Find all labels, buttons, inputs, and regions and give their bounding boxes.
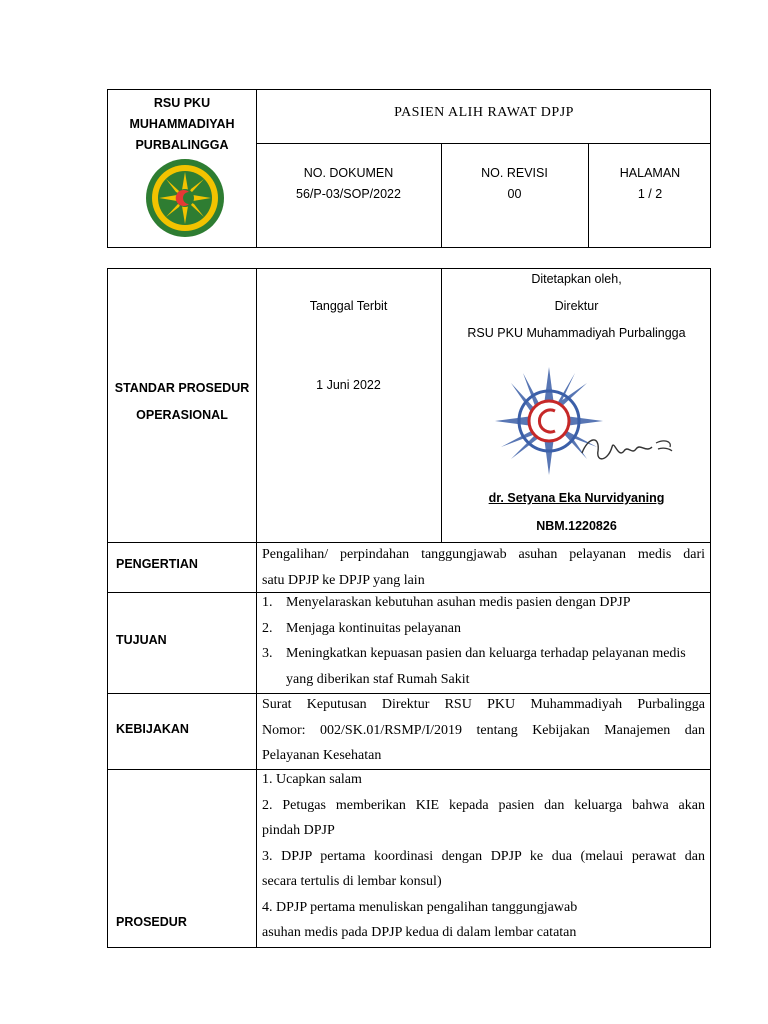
organization-name: RSU PKU MUHAMMADIYAH PURBALINGGA xyxy=(129,96,235,152)
sop-label: STANDAR PROSEDUR OPERASIONAL xyxy=(114,381,250,422)
list-item: 1. Menyelaraskan kebutuhan asuhan medis pasien dengan DPJP xyxy=(262,595,631,610)
pengertian-label: PENGERTIAN xyxy=(116,557,198,571)
prosedur-label: PROSEDUR xyxy=(116,915,187,929)
kebijakan-text: Surat Keputusan Direktur RSU PKU Muhammadiyah Purbalingga Nomor: 002/SK.01/RSMP/I/2019 tentang Kebijakan Manajemen dan Pelayanan Kesehatan xyxy=(262,697,705,763)
document-header-table xyxy=(107,89,711,248)
list-item: 3. DPJP pertama koordinasi dengan DPJP ke dua (melaui perawat dan xyxy=(262,848,705,864)
kebijakan-label: KEBIJAKAN xyxy=(116,722,189,736)
list-item: 2. Petugas memberikan KIE kepada pasien dan keluarga bahwa akan xyxy=(262,797,705,813)
issue-date-label: Tanggal Terbit xyxy=(309,299,388,313)
document-title: PASIEN ALIH RAWAT DPJP xyxy=(394,105,574,120)
page-number: HALAMAN 1 / 2 xyxy=(619,166,681,201)
tujuan-label: TUJUAN xyxy=(116,633,167,647)
list-item: 4. DPJP pertama menuliskan pengalihan tanggungjawab xyxy=(262,899,578,915)
signature-icon xyxy=(578,429,678,469)
document-number: NO. DOKUMEN 56/P-03/SOP/2022 xyxy=(296,166,401,201)
issue-date-value: 1 Juni 2022 xyxy=(316,378,381,392)
prosedur-text: 1. Ucapkan salam 2. Petugas memberikan KIE kepada pasien dan keluarga bahwa akan pindah DPJP 3. DPJP pertama koordinasi dengan DPJP ke dua (melaui perawat dan secara tertulis di lembar konsul) 4. DPJP pertama menuliskan pengalihan tanggungjawab asuhan medis pada DPJP kedua di dalam lembar catatan xyxy=(262,767,705,946)
signer-name: dr. Setyana Eka Nurvidyaning xyxy=(488,491,665,505)
list-item: 1. Ucapkan salam xyxy=(262,772,362,787)
signer-id: NBM.1220826 xyxy=(536,519,617,533)
approval-block: Ditetapkan oleh, Direktur RSU PKU Muhammadiyah Purbalingga xyxy=(467,272,686,340)
sop-content-table xyxy=(107,268,711,948)
pengertian-text: Pengalihan/ perpindahan tanggungjawab asuhan pelayanan medis dari satu DPJP ke DPJP yang lain xyxy=(262,547,705,588)
list-item: 3. Meningkatkan kepuasan pasien dan keluarga terhadap pelayanan medis xyxy=(262,646,686,661)
muhammadiyah-logo-icon xyxy=(145,158,225,238)
list-item: 2. Menjaga kontinuitas pelayanan xyxy=(262,620,461,636)
tujuan-list: 1. Menyelaraskan kebutuhan asuhan medis pasien dengan DPJP 2. Menjaga kontinuitas pelayanan 3. Meningkatkan kepuasan pasien dan keluarga terhadap pelayanan medis yang diberikan staf Rumah Sakit xyxy=(262,590,722,692)
revision-number: NO. REVISI 00 xyxy=(481,166,548,201)
